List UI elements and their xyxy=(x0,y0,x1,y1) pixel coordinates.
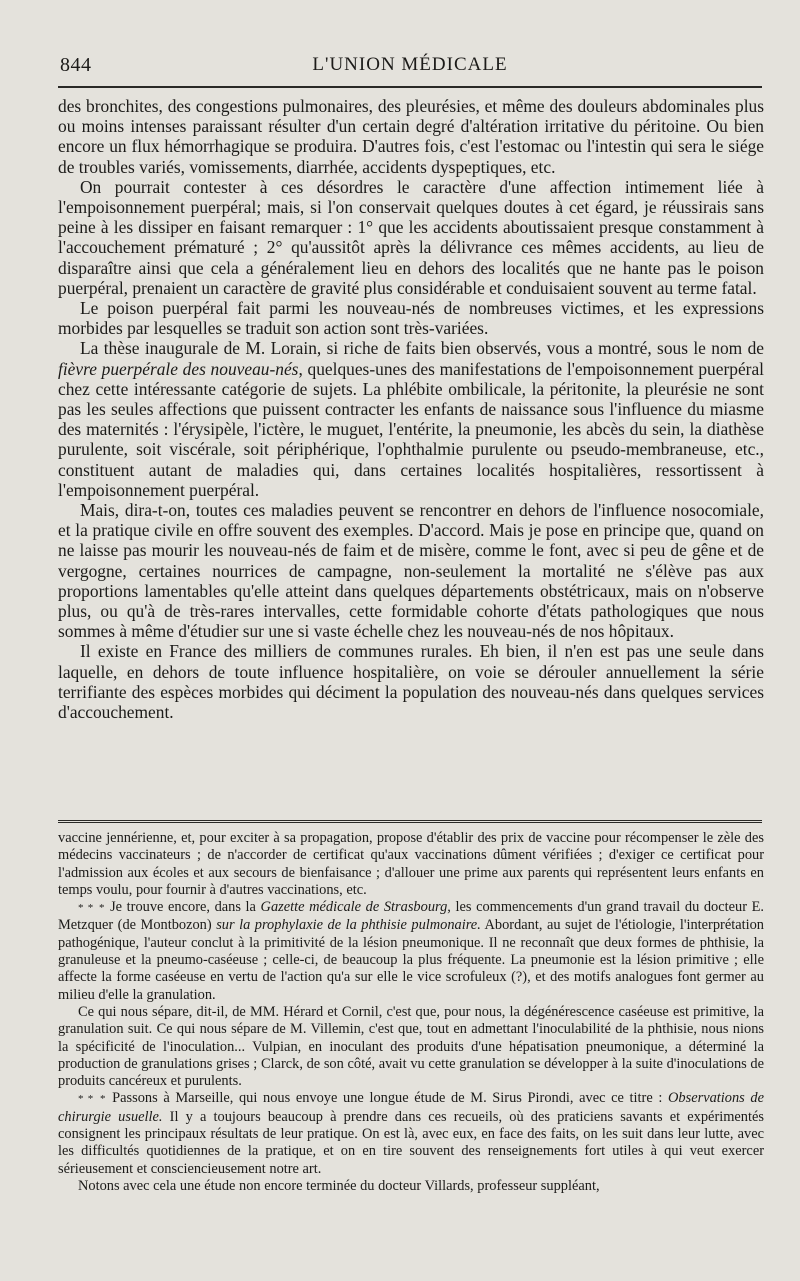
paragraph-4-emphasis: fièvre puerpérale des nouveau-nés xyxy=(58,358,299,379)
note-4-start: Passons à Marseille, qui nous envoye une longue étude de M. Sirus Pirondi, avec ce titre : xyxy=(112,1090,669,1107)
footnote-separator xyxy=(58,820,762,825)
note-1: vaccine jennérienne, et, pour exciter à sa propagation, propose d'établir des prix de vaccine pour récompenser le zèle des médecins vaccinateurs ; de n'accorder de certificat qu'aux vaccinations dûment vérifiées ; d'exiger ce certificat pour l'admission aux écoles et aux secours de bienfaisance ; d'allouer une prime aux parents qui représentent leurs enfants en temps voulu, pour fournir à d'autres vaccinations, etc. xyxy=(58,830,764,898)
note-2-journal: Gazette médicale de Strasbourg xyxy=(260,899,448,916)
paragraph-1: des bronchites, des congestions pulmonaires, des pleurésies, et même des douleurs abdominales plus ou moins intenses paraissant résulter d'un certain degré d'altération irritative du péritoine. Ou bien encore un flux hémorrhagique se produira. D'autres fois, c'est l'estomac ou l'intestin qui sera le siége de troubles variés, vomissements, diarrhée, accidents dyspeptiques, etc. xyxy=(58,96,764,177)
note-3: Ce qui nous sépare, dit-il, de MM. Hérard et Cornil, c'est que, pour nous, la dégénérescence caséeuse est primitive, la granulation suit. Ce qui nous sépare de M. Villemin, c'est que, tout en admettant l'inoculabilité de la phthisie, nous nions la spécificité de l'inoculation... Vulpian, en inoculant des produits d'une hépatisation pneumonique, a déterminé la production de granulations grises ; Clarck, de son côté, avait vu cette granulation se développer à la suite d'inoculations de produits cancéreux et purulents. xyxy=(58,1003,764,1090)
paragraph-4 xyxy=(58,338,764,500)
note-2-start: Je trouve encore, dans la xyxy=(110,899,261,916)
asterism-1: * * * xyxy=(78,902,106,915)
page-number: 844 xyxy=(60,54,92,76)
asterism-2: * * * xyxy=(78,1093,107,1106)
paragraph-3: Le poison puerpéral fait parmi les nouveau-nés de nombreuses victimes, et les expressions morbides par lesquelles se traduit son action sont très-variées. xyxy=(58,298,764,339)
note-4-end: Il y a toujours beaucoup à prendre dans ces recueils, où des praticiens savants et expérimentés consignent les principaux résultats de leur pratique. On est là, avec eux, en face des faits, on les suit dans leur lutte, avec les difficultés quotidiennes de la pratique, et on en tire souvent des renseignements fort utiles à qui veut exercer sérieusement et consciencieusement notre art. xyxy=(58,1108,764,1177)
note-2 xyxy=(58,899,764,1004)
note-2-middle: , les commencements d'un grand travail du docteur E. Metzquer (de Montbozon) xyxy=(58,899,765,934)
note-2-title: sur la prophylaxie de la phthisie pulmonaire. xyxy=(216,917,481,934)
paragraph-6: Il existe en France des milliers de communes rurales. Eh bien, il n'en est pas une seule dans laquelle, en dehors de toute influence hospitalière, on voie se dérouler annuellement la série terrifiante des espèces morbides qui déciment la population des nouveau-nés dans quelques services d'accouchement. xyxy=(58,641,764,723)
header-rule xyxy=(58,86,762,88)
note-2-end: Abordant, au sujet de l'étiologie, l'interprétation pathogénique, l'auteur conclut à la primitivité de la lésion pneumonique. Il ne reconnaît que deux formes de phthisie, la granuleuse et la pneumo-caséeuse ; celle-ci, de beaucoup la plus fréquente. La pneumonie est la lésion primitive ; elle affecte la forme caséeuse en vertu de l'action qu'a sur elle le vice scrofuleux (?), et des motifs analogues font germer au milieu d'elle la granulation. xyxy=(58,917,764,1003)
main-text xyxy=(58,96,764,722)
paragraph-2: On pourrait contester à ces désordres le caractère d'une affection intimement liée à l'empoisonnement puerpéral; mais, si l'on conservait quelques doutes à cet égard, je réussirais sans peine à les dissiper en faisant remarquer : 1° que les accidents aboutissaient presque constamment à l'accouchement prématuré ; 2° qu'aussitôt après la délivrance ces mêmes accidents, au lieu de disparaître ainsi que cela a généralement lieu en dehors des localités que ne hante pas le poison puerpéral, prenaient un caractère de gravité plus considérable et conduisaient souvent au terme fatal. xyxy=(58,176,764,298)
running-head: L'UNION MÉDICALE xyxy=(312,54,508,75)
paragraph-4-start: La thèse inaugurale de M. Lorain, si riche de faits bien observés, vous a montré, sous le nom de xyxy=(80,338,764,359)
paragraph-5: Mais, dira-t-on, toutes ces maladies peuvent se rencontrer en dehors de l'influence nosocomiale, et la pratique civile en offre souvent des exemples. D'accord. Mais je pose en principe que, quand on ne laisse pas mourir les nouveau-nés de faim et de misère, comme le font, avec si peu de gêne et de vergogne, certaines nourrices de campagne, non-seulement la mortalité ne s'élève pas aux proportions lamentables qu'elle atteint dans quelques départements obstétricaux, mais on n'observe plus, ou qu'à de très-rares intervalles, cette formidable cohorte d'états pathologiques que nous sommes à même d'étudier sur une si vaste échelle chez les nouveau-nés de nos hôpitaux. xyxy=(58,500,764,642)
paragraph-4-end: , quelques-unes des manifestations de l'empoisonnement puerpéral chez cette intéressante catégorie de sujets. La phlébite ombilicale, la péritonite, la pleurésie ne sont pas les seules affections que puissent contracter les enfants de naissance sous l'influence du miasme des maternités : l'érysipèle, l'ictère, le muguet, l'entérite, la pneumonie, les abcès du sein, la diathèse purulente, soit viscérale, soit périphérique, l'ophthalmie purulente ou pseudo-membraneuse, etc., constituent autant de maladies qui, dans certaines localités hospitalières, ressortissent à l'empoisonnement puerpéral. xyxy=(58,358,765,500)
note-5: Notons avec cela une étude non encore terminée du docteur Villards, professeur suppléant, xyxy=(78,1177,600,1194)
notes-section xyxy=(58,830,764,1195)
note-4-title: Observations de chirurgie usuelle. xyxy=(58,1090,764,1125)
page-header xyxy=(60,54,760,82)
note-4 xyxy=(58,1090,764,1177)
